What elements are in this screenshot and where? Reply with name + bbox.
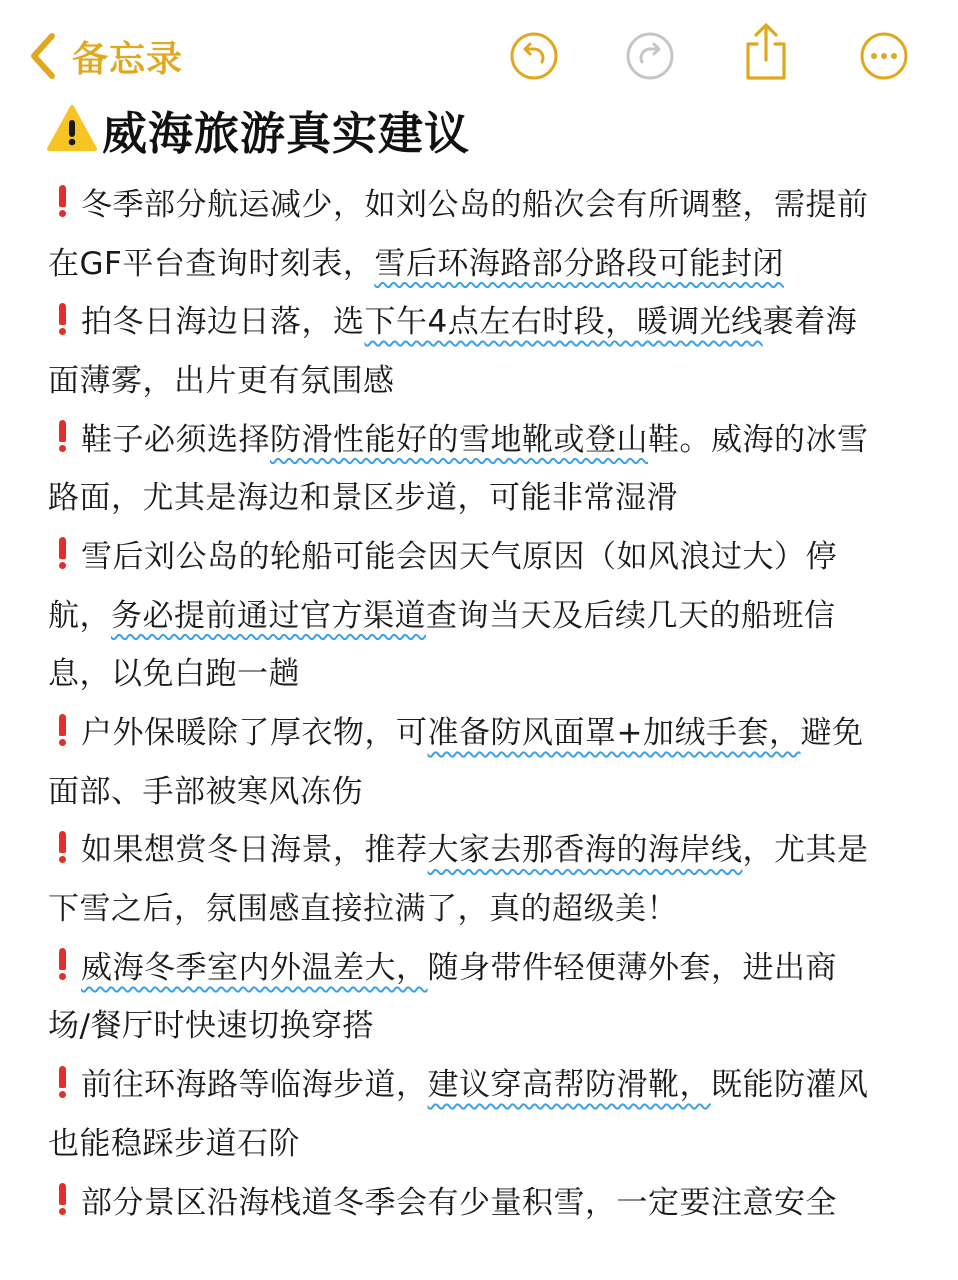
- more-icon: [859, 31, 909, 81]
- warning-icon: [46, 103, 98, 155]
- note-text: 查询当天及后续几天的船班信: [426, 597, 836, 634]
- note-text: 鞋子必须选择: [81, 421, 270, 458]
- underlined-text: 威海冬季室内外温差大，: [81, 949, 428, 986]
- note-title-text: 威海旅游真实建议: [102, 106, 471, 160]
- note-title: [46, 96, 470, 162]
- underlined-text: 下午4点左右时段，暖调光线: [364, 304, 763, 341]
- note-text: 路面，尤其是海边和景区步道，可能非常湿滑: [48, 480, 678, 517]
- undo-icon: [509, 31, 559, 81]
- note-line: [48, 759, 910, 818]
- exclamation-icon: [58, 1066, 67, 1098]
- note-text: 场/餐厅时快速切换穿搭: [48, 1008, 374, 1045]
- note-line: [48, 524, 910, 583]
- note-text: 裹着海: [762, 304, 858, 341]
- exclamation-icon: [58, 537, 67, 569]
- top-toolbar: [0, 0, 958, 110]
- exclamation-icon: [58, 185, 67, 217]
- note-line: [48, 876, 910, 935]
- note-line: [48, 1170, 910, 1229]
- exclamation-icon: [58, 714, 67, 746]
- note-text: 面薄雾，出片更有氛围感: [48, 362, 395, 399]
- redo-icon: [625, 31, 675, 81]
- note-line: [48, 994, 910, 1053]
- exclamation-icon: [58, 420, 67, 452]
- note-text: ，尤其是: [742, 832, 869, 869]
- underlined-text: 建议穿高帮防滑靴，: [427, 1067, 711, 1104]
- note-text: 如果想赏冬日海景，推荐: [81, 832, 428, 869]
- note-text: 在GF平台查询时刻表，: [48, 245, 375, 282]
- note-text: 拍冬日海边日落，选: [81, 304, 365, 341]
- note-line: [48, 465, 910, 524]
- note-text: 既能防灌风: [711, 1067, 869, 1104]
- note-text: 冬季部分航运减少，如刘公岛的船次会有所调整，需提前: [81, 186, 869, 223]
- note-text: 随身带件轻便薄外套，进出商: [427, 949, 837, 986]
- note-line: [48, 700, 910, 759]
- share-icon: [742, 22, 790, 82]
- note-text: 下雪之后，氛围感直接拉满了，真的超级美！: [48, 891, 678, 928]
- exclamation-icon: [58, 303, 67, 335]
- note-line: [48, 348, 910, 407]
- more-button[interactable]: [858, 30, 910, 82]
- share-button[interactable]: [740, 22, 792, 82]
- underlined-text: 雪后环海路部分路段可能封闭: [374, 245, 784, 282]
- note-line: [48, 1111, 910, 1170]
- note-text: 部分景区沿海栈道冬季会有少量积雪，一定要注意安全: [81, 1184, 837, 1221]
- back-button[interactable]: [26, 28, 183, 84]
- chevron-left-icon: [26, 31, 60, 81]
- exclamation-icon: [58, 1183, 67, 1215]
- exclamation-icon: [58, 948, 67, 980]
- note-line: [48, 818, 910, 877]
- note-line: [48, 642, 910, 701]
- note-line: [48, 583, 910, 642]
- note-text: 雪后刘公岛的轮船可能会因天气原因（如风浪过大）停: [81, 538, 837, 575]
- note-text: 鞋。威海的冰雪: [648, 421, 869, 458]
- note-text: 户外保暖除了厚衣物，可: [81, 715, 428, 752]
- underlined-text: 防滑性能好的雪地靴或登山: [270, 421, 648, 458]
- note-line: [48, 172, 910, 231]
- note-text: 息，以免白跑一趟: [48, 656, 300, 693]
- note-line: [48, 289, 910, 348]
- underlined-text: 务必提前通过官方渠道: [111, 597, 426, 634]
- note-line: [48, 935, 910, 994]
- note-body[interactable]: [48, 172, 910, 1228]
- note-text: 航，: [48, 597, 111, 634]
- note-text: 面部、手部被寒风冻伤: [48, 773, 363, 810]
- exclamation-icon: [58, 831, 67, 863]
- note-line: [48, 1052, 910, 1111]
- note-line: [48, 407, 910, 466]
- underlined-text: 大家去那香海的海岸线: [427, 832, 743, 869]
- note-text: 前往环海路等临海步道，: [81, 1067, 428, 1104]
- note-text: 避免: [800, 715, 864, 752]
- redo-button[interactable]: [624, 30, 676, 82]
- note-text: 也能稳踩步道石阶: [48, 1125, 300, 1162]
- back-label: 备忘录: [72, 38, 184, 80]
- undo-button[interactable]: [508, 30, 560, 82]
- note-line: [48, 231, 910, 290]
- underlined-text: 准备防风面罩+加绒手套，: [427, 715, 801, 752]
